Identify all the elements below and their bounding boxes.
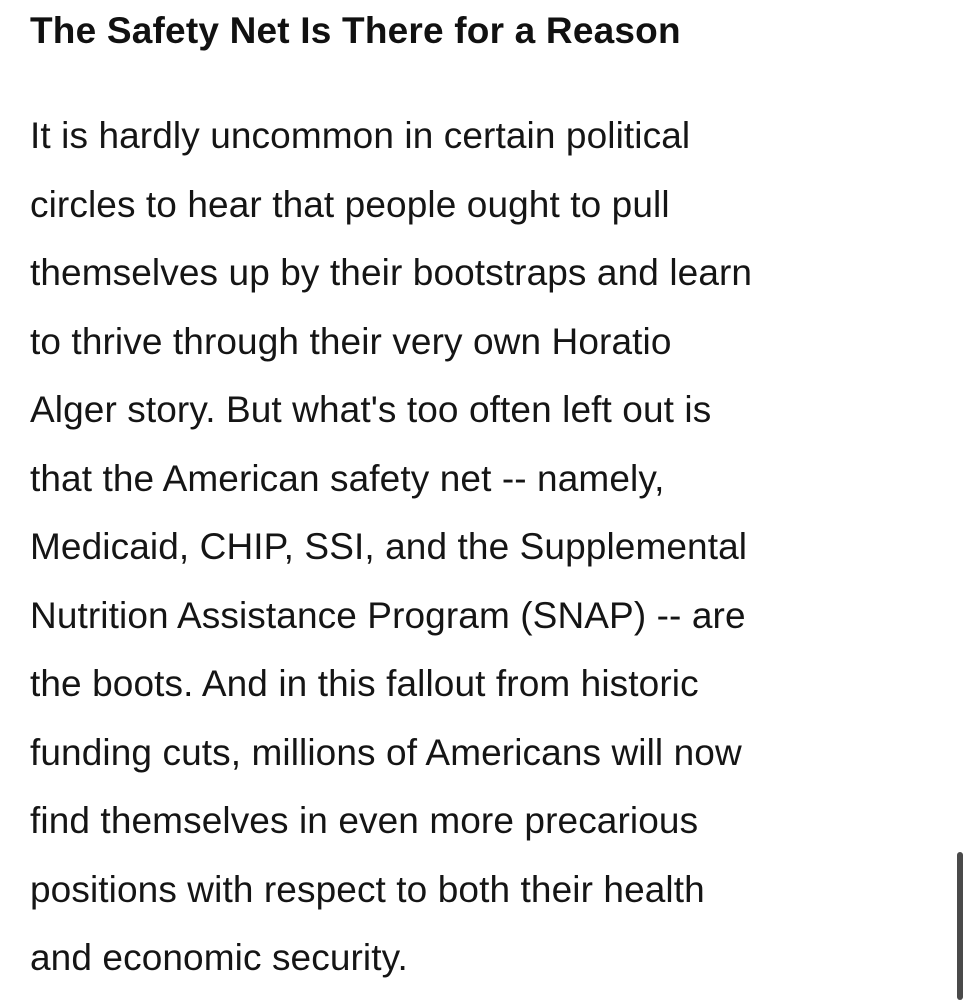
paragraph-line: themselves up by their bootstraps and learn xyxy=(30,252,753,293)
paragraph-line: and economic security. xyxy=(30,937,408,978)
paragraph-line: funding cuts, millions of Americans will now xyxy=(30,731,742,773)
paragraph-line: It is hardly uncommon in certain political xyxy=(30,115,691,156)
paragraph-line: Medicaid, CHIP, SSI, and the Supplemental xyxy=(30,526,748,567)
paragraph-line: Nutrition Assistance Program (SNAP) -- are xyxy=(30,594,746,636)
paragraph-line: to thrive through their very own Horatio xyxy=(30,320,672,362)
paragraph-line: the boots. And in this fallout from historic xyxy=(30,663,699,704)
section-heading: The Safety Net Is There for a Reason xyxy=(30,10,681,51)
paragraph-line: positions with respect to both their health xyxy=(30,868,705,910)
paragraph-line: Alger story. But what's too often left out is xyxy=(30,389,712,430)
vertical-scrollbar[interactable] xyxy=(954,0,966,1000)
paragraph-line: find themselves in even more precarious xyxy=(30,800,699,841)
article xyxy=(30,0,930,993)
paragraph-line: circles to hear that people ought to pull xyxy=(30,183,670,225)
scrollbar-thumb[interactable] xyxy=(957,852,963,1000)
paragraph-line: that the American safety net -- namely, xyxy=(30,457,665,499)
article-paragraph xyxy=(30,102,930,993)
